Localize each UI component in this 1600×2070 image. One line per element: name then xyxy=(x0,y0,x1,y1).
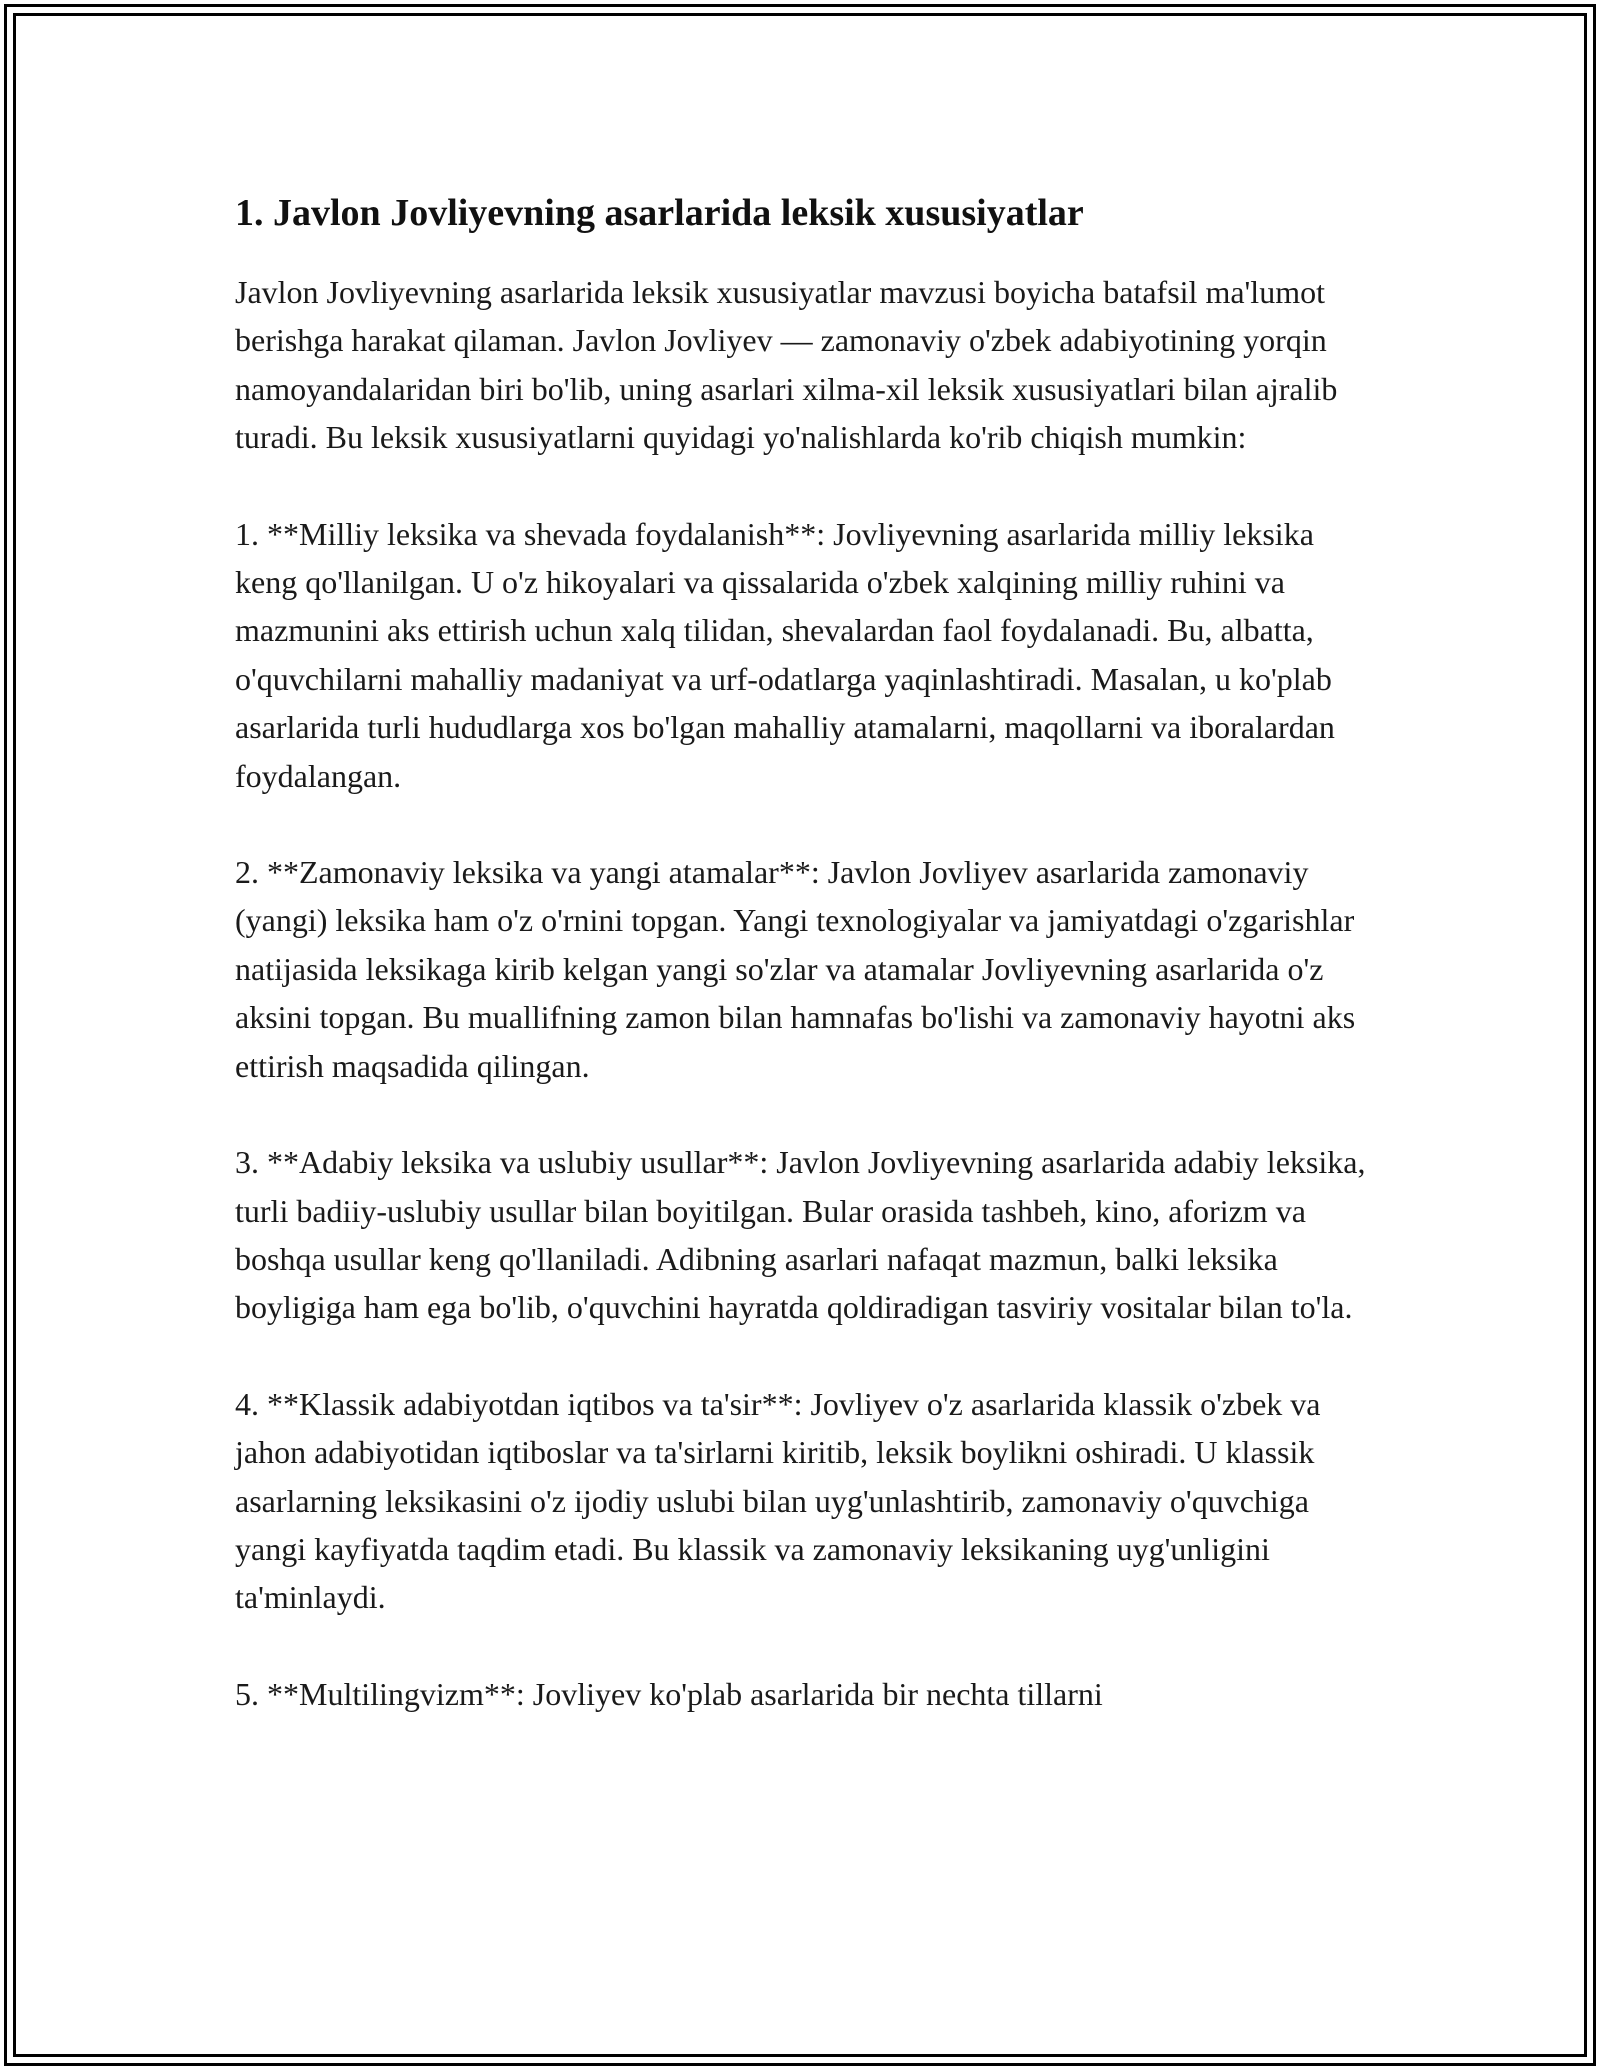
paragraph-adabiy-leksika: 3. **Adabiy leksika va uslubiy usullar**: Javlon Jovliyevning asarlarida adabiy leksika, turli badiiy-uslubiy usullar bilan boyitilgan. Bular orasida tashbeh, kino, aforizm va boshqa usullar keng qo'llaniladi. Adibning asarlari nafaqat mazmun, balki leksika boyligiga ham ega bo'lib, o'quvchini hayratda qoldiradigan tasviriy vositalar bilan to'la. xyxy=(235,1144,1366,1326)
page-title: 1. Javlon Jovliyevning asarlarida leksik xususiyatlar xyxy=(235,192,1084,234)
paragraph-multilingvizm: 5. **Multilingvizm**: Jovliyev ko'plab asarlarida bir nechta tillarni xyxy=(235,1675,1103,1712)
paragraph-klassik-adabiyot: 4. **Klassik adabiyotdan iqtibos va ta'sir**: Jovliyev o'z asarlarida klassik o'zbek va jahon adabiyotidan iqtiboslar va ta'sirlarni kiritib, leksik boylikni oshiradi. U klassik asarlarning leksikasini o'z ijodiy uslubi bilan uyg'unlashtirib, zamonaviy o'quvchiga yangi kayfiyatda taqdim etadi. Bu klassik va zamonaviy leksikaning uyg'unligini ta'minlaydi. xyxy=(235,1385,1321,1616)
intro-paragraph: Javlon Jovliyevning asarlarida leksik xususiyatlar mavzusi boyicha batafsil ma'lumot berishga harakat qilaman. Javlon Jovliyev — zamonaviy o'zbek adabiyotining yorqin namoyandalaridan biri bo'lib, uning asarlari xilma-xil leksik xususiyatlari bilan ajralib turadi. Bu leksik xususiyatlarni quyidagi yo'nalishlarda ko'rib chiqish mumkin: xyxy=(235,274,1338,456)
document-body xyxy=(235,184,1375,1766)
paragraph-zamonaviy-leksika: 2. **Zamonaviy leksika va yangi atamalar**: Javlon Jovliyev asarlarida zamonaviy (yangi) leksika ham o'z o'rnini topgan. Yangi texnologiyalar va jamiyatdagi o'zgarishlar natijasida leksikaga kirib kelgan yangi so'zlar va atamalar Jovliyevning asarlarida o'z aksini topgan. Bu muallifning zamon bilan hamnafas bo'lishi va zamonaviy hayotni aks ettirish maqsadida qilingan. xyxy=(235,854,1356,1084)
paragraph-milliy-leksika: 1. **Milliy leksika va shevada foydalanish**: Jovliyevning asarlarida milliy leksika keng qo'llanilgan. U o'z hikoyalari va qissalarida o'zbek xalqining milliy ruhini va mazmunini aks ettirish uchun xalq tilidan, shevalardan faol foydalanadi. Bu, albatta, o'quvchilarni mahalliy madaniyat va urf-odatlarga yaqinlashtiradi. Masalan, u ko'plab asarlarida turli hududlarga xos bo'lgan mahalliy atamalarni, maqollarni va iboralardan foydalangan. xyxy=(235,515,1335,794)
